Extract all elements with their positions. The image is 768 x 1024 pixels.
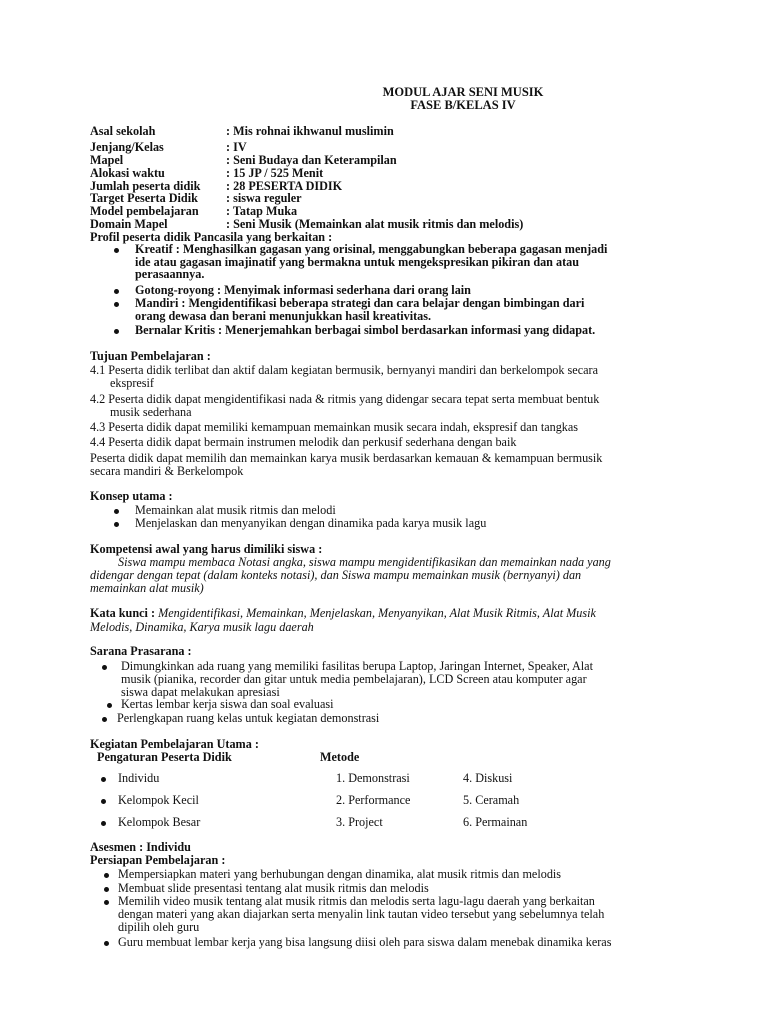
kompetensi-line: Siswa mampu membaca Notasi angka, siswa mampu mengidentifikasikan dan memainkan nada yang xyxy=(118,555,611,569)
info-label: Domain Mapel xyxy=(90,217,168,231)
info-value: : Mis rohnai ikhwanul muslimin xyxy=(226,124,394,138)
pengaturan-item: Individu xyxy=(118,771,160,785)
pengaturan-item: Kelompok Besar xyxy=(118,815,201,829)
tujuan-line: secara mandiri & Berkelompok xyxy=(90,464,244,478)
pengaturan-heading: Pengaturan Peserta Didik xyxy=(97,750,232,764)
bullet-icon xyxy=(102,665,107,670)
bullet-icon xyxy=(104,873,109,878)
metode-item: 6. Permainan xyxy=(463,815,528,829)
bullet-icon xyxy=(104,900,109,905)
tujuan-line: Peserta didik dapat memilih dan memainkan karya musik berdasarkan kemauan & kemampuan bermusik xyxy=(90,451,603,465)
kompetensi-heading: Kompetensi awal yang harus dimiliki siswa : xyxy=(90,542,323,556)
sarana-heading: Sarana Prasarana : xyxy=(90,644,192,658)
persiapan-item-line: dengan materi yang akan diajarkan serta menyalin link tautan video tersebut yang sebelumnya telah xyxy=(118,907,605,921)
bullet-icon xyxy=(114,509,119,514)
bullet-icon xyxy=(114,522,119,527)
tujuan-heading: Tujuan Pembelajaran : xyxy=(90,349,211,363)
info-value: : Seni Budaya dan Keterampilan xyxy=(226,153,397,167)
info-label: Alokasi waktu xyxy=(90,166,165,180)
metode-heading: Metode xyxy=(320,750,360,764)
tujuan-line: 4.2 Peserta didik dapat mengidentifikasi nada & ritmis yang didengar secara tepat serta membuat bentuk xyxy=(90,392,600,406)
persiapan-heading: Persiapan Pembelajaran : xyxy=(90,853,226,867)
konsep-item: Menjelaskan dan menyanyikan dengan dinamika pada karya musik lagu xyxy=(135,516,487,530)
bullet-icon xyxy=(114,248,119,253)
persiapan-item-line: Membuat slide presentasi tentang alat musik ritmis dan melodis xyxy=(118,881,429,895)
document-subtitle: FASE B/KELAS IV xyxy=(410,98,516,112)
bullet-icon xyxy=(114,329,119,334)
kegiatan-heading: Kegiatan Pembelajaran Utama : xyxy=(90,737,259,751)
metode-item: 5. Ceramah xyxy=(463,793,520,807)
konsep-item: Memainkan alat musik ritmis dan melodi xyxy=(135,503,336,517)
sarana-item-line: Kertas lembar kerja siswa dan soal evaluasi xyxy=(121,697,334,711)
persiapan-item-line: dipilih oleh guru xyxy=(118,920,200,934)
metode-item: 1. Demonstrasi xyxy=(336,771,410,785)
bullet-icon xyxy=(114,289,119,294)
profil-item-line: Kreatif : Menghasilkan gagasan yang orisinal, menggabungkan beberapa gagasan menjadi xyxy=(135,242,608,256)
metode-item: 4. Diskusi xyxy=(463,771,513,785)
info-value: : 28 PESERTA DIDIK xyxy=(226,179,343,193)
bullet-icon xyxy=(101,821,106,826)
info-label: Jumlah peserta didik xyxy=(90,179,201,193)
bullet-icon xyxy=(104,887,109,892)
persiapan-item-line: Memilih video musik tentang alat musik ritmis dan melodis serta lagu-lagu daerah yang berkaitan xyxy=(118,894,595,908)
info-value: : siswa reguler xyxy=(226,191,302,205)
info-label: Target Peserta Didik xyxy=(90,191,198,205)
sarana-item-line: musik (pianika, recorder dan gitar untuk media pembelajaran), LCD Screen atau komputer agar xyxy=(121,672,587,686)
info-value: : 15 JP / 525 Menit xyxy=(226,166,324,180)
profil-heading: Profil peserta didik Pancasila yang berkaitan : xyxy=(90,230,333,244)
persiapan-item-line: Mempersiapkan materi yang berhubungan dengan dinamika, alat musik ritmis dan melodis xyxy=(118,867,562,881)
info-label: Asal sekolah xyxy=(90,124,156,138)
tujuan-line: ekspresif xyxy=(110,376,154,390)
bullet-icon xyxy=(101,799,106,804)
profil-item-line: perasaannya. xyxy=(135,267,205,281)
metode-item: 2. Performance xyxy=(336,793,411,807)
bullet-icon xyxy=(104,941,109,946)
persiapan-item-line: Guru membuat lembar kerja yang bisa langsung diisi oleh para siswa dalam menebak dinamika keras xyxy=(118,935,612,949)
profil-item-line: orang dewasa dan berani menunjukkan hasil kreativitas. xyxy=(135,309,432,323)
asesmen-heading: Asesmen : Individu xyxy=(90,840,191,854)
bullet-icon xyxy=(114,302,119,307)
profil-item-line: Mandiri : Mengidentifikasi beberapa strategi dan cara belajar dengan bimbingan dari xyxy=(135,296,585,310)
profil-item-line: Gotong-royong : Menyimak informasi sederhana dari orang lain xyxy=(135,283,471,297)
kompetensi-line: memainkan alat musik) xyxy=(90,581,204,595)
info-value: : Tatap Muka xyxy=(226,204,298,218)
profil-item-line: ide atau gagasan imajinatif yang bermakna untuk mengekspresikan pikiran dan atau xyxy=(135,255,580,269)
tujuan-line: 4.4 Peserta didik dapat bermain instrumen melodik dan perkusif sederhana dengan baik xyxy=(90,435,517,449)
tujuan-line: 4.3 Peserta didik dapat memiliki kemampuan memainkan musik secara indah, ekspresif dan tangkas xyxy=(90,420,579,434)
sarana-item-line: Perlengkapan ruang kelas untuk kegiatan demonstrasi xyxy=(117,711,380,725)
profil-item-line: Bernalar Kritis : Menerjemahkan berbagai simbol berdasarkan informasi yang didapat. xyxy=(135,323,596,337)
konsep-heading: Konsep utama : xyxy=(90,489,173,503)
info-value: : IV xyxy=(226,140,247,154)
katakunci-text: Mengidentifikasi, Memainkan, Menjelaskan, Menyanyikan, Alat Musik Ritmis, Alat Musik xyxy=(155,606,596,620)
katakunci-line xyxy=(90,607,596,620)
katakunci-line: Melodis, Dinamika, Karya musik lagu daerah xyxy=(90,620,314,634)
info-label: Jenjang/Kelas xyxy=(90,140,164,154)
bullet-icon xyxy=(102,717,107,722)
document-title: MODUL AJAR SENI MUSIK xyxy=(382,85,544,99)
sarana-item-line: siswa dapat melakukan apresiasi xyxy=(121,685,280,699)
tujuan-line: 4.1 Peserta didik terlibat dan aktif dalam kegiatan bermusik, bernyanyi mandiri dan berkelompok secara xyxy=(90,363,598,377)
tujuan-line: musik sederhana xyxy=(110,405,192,419)
info-label: Mapel xyxy=(90,153,124,167)
info-value: : Seni Musik (Memainkan alat musik ritmis dan melodis) xyxy=(226,217,524,231)
katakunci-heading: Kata kunci : xyxy=(90,606,156,620)
info-label: Model pembelajaran xyxy=(90,204,199,218)
kompetensi-line: didengar dengan tepat (dalam konteks notasi), dan Siswa mampu memainkan musik (bernyanyi) dan xyxy=(90,568,582,582)
bullet-icon xyxy=(107,703,112,708)
sarana-item-line: Dimungkinkan ada ruang yang memiliki fasilitas berupa Laptop, Jaringan Internet, Speaker, Alat xyxy=(121,659,593,673)
pengaturan-item: Kelompok Kecil xyxy=(118,793,199,807)
metode-item: 3. Project xyxy=(336,815,383,829)
bullet-icon xyxy=(101,777,106,782)
